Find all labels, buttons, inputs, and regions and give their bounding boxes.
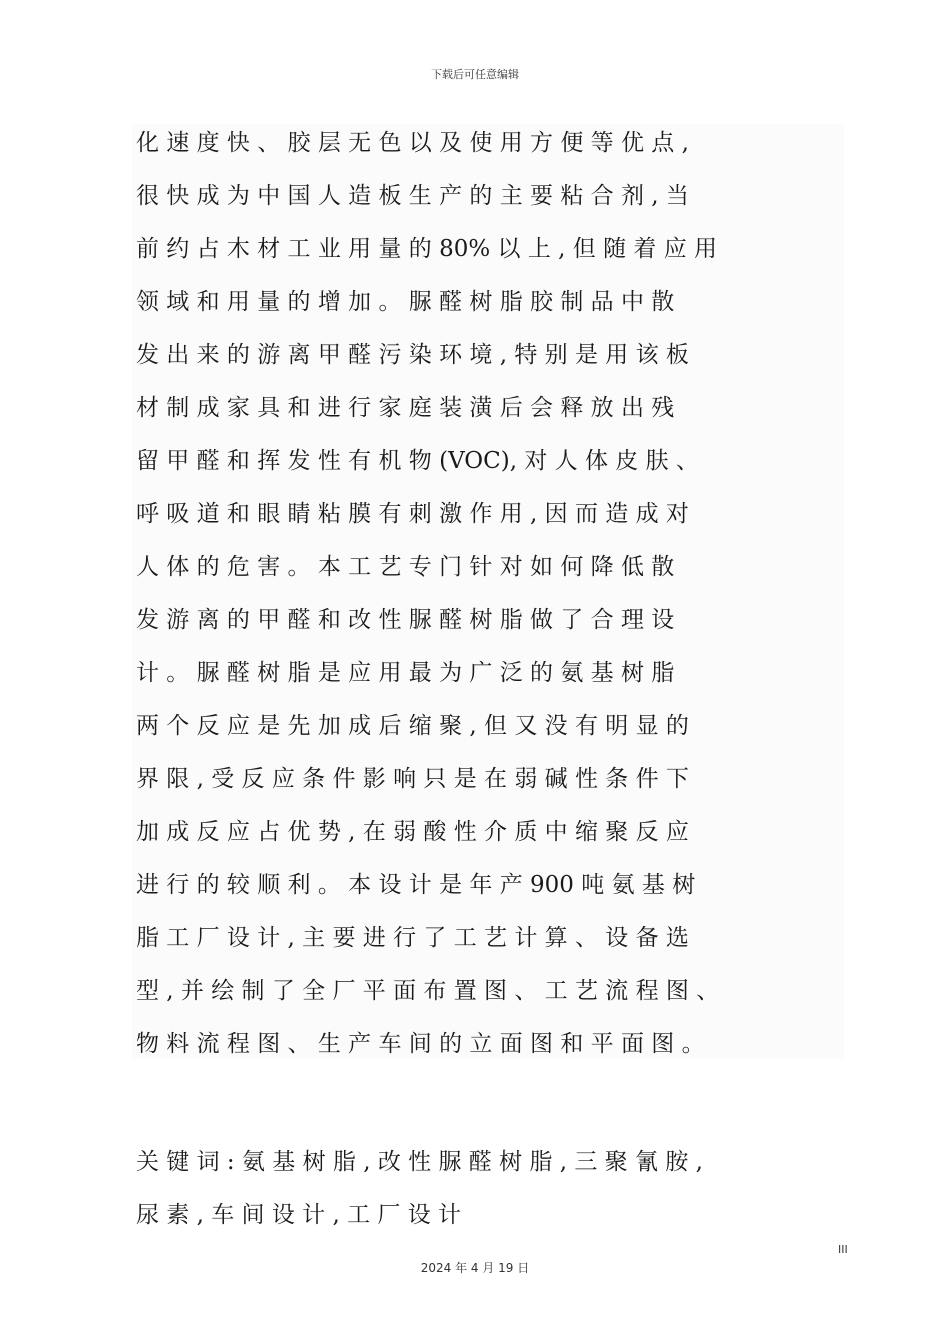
abstract-line: 前 约 占 木 材 工 业 用 量 的 80% 以 上 , 但 随 着 应 用 — [136, 236, 718, 262]
abstract-line: 计 。 脲 醛 树 脂 是 应 用 最 为 广 泛 的 氨 基 树 脂 — [136, 660, 675, 686]
keywords-line: 尿 素 , 车 间 设 计 , 工 厂 设 计 — [136, 1202, 462, 1228]
abstract-line: 脂 工 厂 设 计 , 主 要 进 行 了 工 艺 计 算 、 设 备 选 — [136, 925, 689, 951]
abstract-line: 很 快 成 为 中 国 人 造 板 生 产 的 主 要 粘 合 剂 , 当 — [136, 183, 689, 209]
abstract-line: 化 速 度 快 、 胶 层 无 色 以 及 使 用 方 便 等 优 点 , — [136, 130, 689, 156]
abstract-line: 进 行 的 较 顺 利 。 本 设 计 是 年 产 900 吨 氨 基 树 — [136, 872, 696, 898]
abstract-line: 界 限 , 受 反 应 条 件 影 响 只 是 在 弱 碱 性 条 件 下 — [136, 766, 689, 792]
keywords-line: 关 键 词 : 氨 基 树 脂 , 改 性 脲 醛 树 脂 , 三 聚 氰 胺 , — [136, 1149, 703, 1175]
abstract-line: 呼 吸 道 和 眼 睛 粘 膜 有 刺 激 作 用 , 因 而 造 成 对 — [136, 501, 689, 527]
abstract-line: 加 成 反 应 占 优 势 , 在 弱 酸 性 介 质 中 缩 聚 反 应 — [136, 819, 689, 845]
page-number: III — [838, 1243, 848, 1256]
abstract-line: 发 出 来 的 游 离 甲 醛 污 染 环 境 , 特 别 是 用 该 板 — [136, 342, 689, 368]
abstract-line: 留 甲 醛 和 挥 发 性 有 机 物 (VOC), 对 人 体 皮 肤 、 — [136, 448, 699, 474]
abstract-line: 物 料 流 程 图 、 生 产 车 间 的 立 面 图 和 平 面 图 。 — [136, 1031, 705, 1057]
abstract-line: 发 游 离 的 甲 醛 和 改 性 脲 醛 树 脂 做 了 合 理 设 — [136, 607, 675, 633]
abstract-line: 型 , 并 绘 制 了 全 厂 平 面 布 置 图 、 工 艺 流 程 图 、 — [136, 978, 720, 1004]
abstract-line: 人 体 的 危 害 。 本 工 艺 专 门 针 对 如 何 降 低 散 — [136, 554, 675, 580]
abstract-line: 两 个 反 应 是 先 加 成 后 缩 聚 , 但 又 没 有 明 显 的 — [136, 713, 689, 739]
abstract-line: 领 域 和 用 量 的 增 加 。 脲 醛 树 脂 胶 制 品 中 散 — [136, 289, 675, 315]
footer-date: 2024 年 4 月 19 日 — [420, 1261, 530, 1275]
page-header: 下载后可任意编辑 — [431, 68, 519, 81]
abstract-line: 材 制 成 家 具 和 进 行 家 庭 装 潢 后 会 释 放 出 残 — [136, 395, 675, 421]
